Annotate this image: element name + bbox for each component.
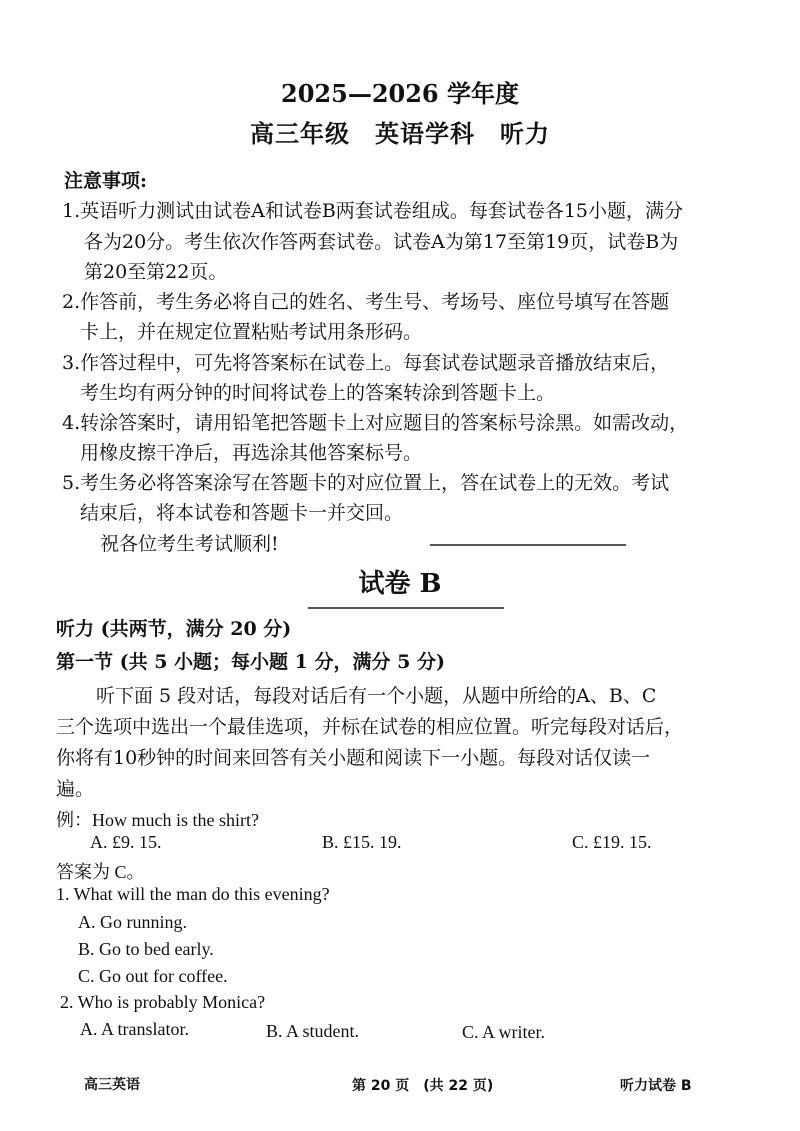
footer-page-number: 第 20 页 (共 22 页) [352,1078,494,1094]
question-2-option-b: B. A student. [266,1021,360,1041]
notice-line: 3.作答过程中，可先将答案标在试卷上。每套试卷试题录音播放结束后， [62,352,670,374]
notice-line: 用橡皮擦干净后，再选涂其他答案标号。 [80,442,423,464]
paper-b-title: 试卷 B [358,569,442,599]
exam-year-title: 2025—2026 学年度 [281,79,519,108]
question-2-option-a: A. A translator. [80,1019,189,1039]
notice-line: 结束后，将本试卷和答题卡一并交回。 [80,502,404,524]
instruction-line: 遍。 [56,778,95,800]
notice-line: 1.英语听力测试由试卷A和试卷B两套试卷组成。每套试卷各15小题，满分 [62,200,683,222]
instruction-line: 听下面 5 段对话，每段对话后有一个小题，从题中所给的A、B、C [96,685,657,707]
instruction-line: 三个选项中选出一个最佳选项，并标在试卷的相应位置。听完每段对话后， [56,716,684,738]
instruction-line: 你将有10秒钟的时间来回答有关小题和阅读下一小题。每段对话仅读一 [56,747,651,769]
question-2-option-c: C. A writer. [462,1022,546,1042]
notice-line: 4.转涂答案时，请用铅笔把答题卡上对应题目的答案标号涂黑。如需改动， [62,412,689,434]
section-one-heading: 第一节 (共 5 小题；每小题 1 分，满分 5 分) [56,651,445,673]
notice-line: 第20至第22页。 [84,261,228,283]
exam-subject-title: 高三年级 英语学科 听力 [250,119,550,148]
example-option-c: C. £19. 15. [572,832,652,852]
footer-paper-label: 听力试卷 B [620,1078,692,1094]
title-underline [308,607,504,609]
example-option-a: A. £9. 15. [90,832,162,852]
example-option-b: B. £15. 19. [322,832,402,852]
notice-line: 各为20分。考生依次作答两套试卷。试卷A为第17至第19页，试卷B为 [84,231,679,253]
footer-subject: 高三英语 [84,1077,140,1093]
notice-line: 考生均有两分钟的时间将试卷上的答案转涂到答题卡上。 [80,382,556,404]
example-question: 例：How much is the shirt? [56,810,259,830]
question-2: 2. Who is probably Monica? [60,992,266,1012]
example-answer: 答案为 C。 [56,862,145,882]
question-1-option-c: C. Go out for coffee. [78,966,228,986]
notice-line: 5.考生务必将答案涂写在答题卡的对应位置上，答在试卷上的无效。考试 [62,472,670,494]
question-1-option-a: A. Go running. [78,912,187,932]
good-luck-text: 祝各位考生考试顺利! [100,533,279,555]
notice-line: 2.作答前，考生务必将自己的姓名、考生号、考场号、座位号填写在答题 [62,291,670,313]
question-1: 1. What will the man do this evening? [56,884,330,904]
question-1-option-b: B. Go to bed early. [78,939,214,959]
notice-heading: 注意事项: [64,170,148,192]
part-heading: 听力 (共两节，满分 20 分) [56,618,292,640]
notice-line: 卡上，并在规定位置粘贴考试用条形码。 [80,321,423,343]
divider-line [430,544,626,546]
